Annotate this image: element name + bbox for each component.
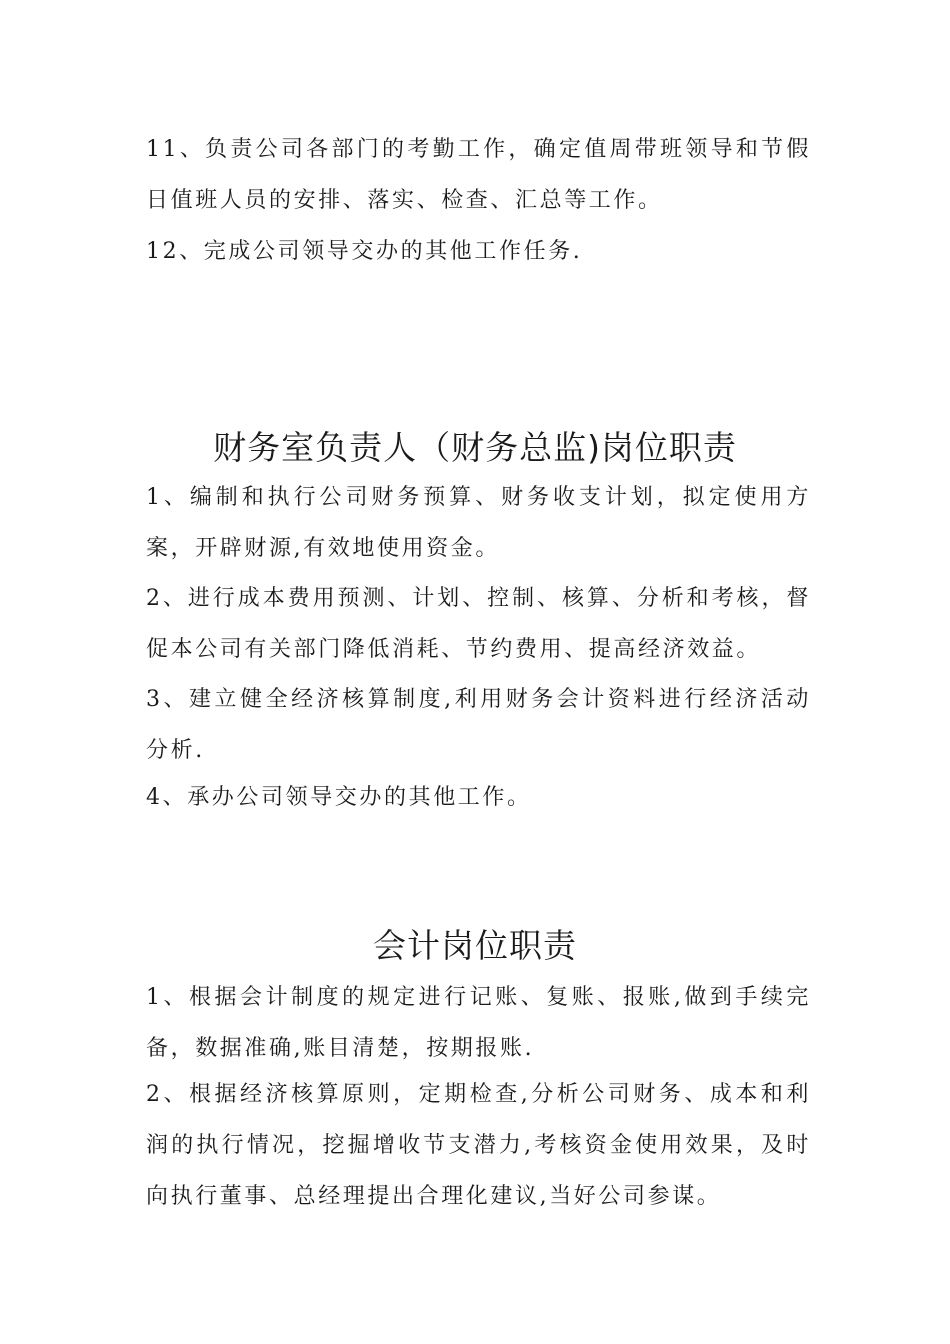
accountant-duty-item-1: 1、根据会计制度的规定进行记账、复账、报账,做到手续完备，数据准确,账目清楚，按期报账.: [146, 985, 811, 1061]
duty-item-11: 11、负责公司各部门的考勤工作，确定值周带班领导和节假日值班人员的安排、落实、检查、汇总等工作。: [146, 137, 811, 213]
finance-duty-item-4: 4、承办公司领导交办的其他工作。: [146, 785, 532, 810]
duty-item-12: 12、完成公司领导交办的其他工作任务.: [146, 239, 583, 264]
finance-duty-item-3: 3、建立健全经济核算制度,利用财务会计资料进行经济活动分析.: [146, 687, 811, 763]
section-title-accountant: 会计岗位职责: [373, 926, 577, 965]
accountant-duty-item-2: 2、根据经济核算原则，定期检查,分析公司财务、成本和利润的执行情况，挖掘增收节支潜力,考核资金使用效果，及时向执行董事、总经理提出合理化建议,当好公司参谋。: [146, 1082, 811, 1209]
section-title-finance-director: 财务室负责人（财务总监)岗位职责: [213, 428, 737, 467]
finance-duty-item-2: 2、进行成本费用预测、计划、控制、核算、分析和考核，督促本公司有关部门降低消耗、节约费用、提高经济效益。: [146, 586, 811, 662]
finance-duty-item-1: 1、编制和执行公司财务预算、财务收支计划，拟定使用方案，开辟财源,有效地使用资金。: [146, 485, 811, 561]
